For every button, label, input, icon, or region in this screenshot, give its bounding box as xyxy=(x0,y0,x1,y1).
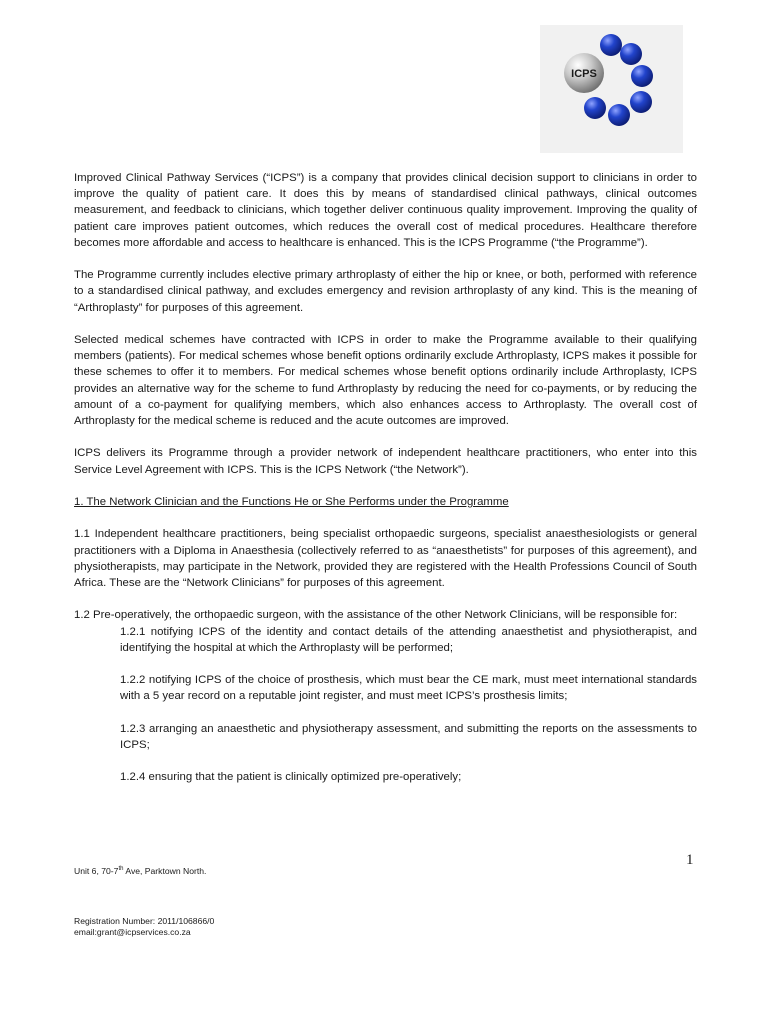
clause-1-2-1: 1.2.1 notifying ICPS of the identity and contact details of the attending anaesthetist and physiotherapist, and identifying the hospital at which the Arthroplasty will be performed; xyxy=(120,625,697,654)
icps-logo-graphic xyxy=(540,25,683,153)
schemes-paragraph: Selected medical schemes have contracted with ICPS in order to make the Programme available to their qualifying members (patients). For medical schemes whose benefit options ordinarily exclude Arthroplasty, ICPS makes it possible for these schemes to offer it to members. For medical schemes whose benefit options ordinarily include Arthroplasty, ICPS provides an alternative way for the scheme to fund Arthroplasty by reducing the need for co-payments, or by reducing the amount of a co-payment for qualifying members, which also enhances access to Arthroplasty. The overall cost of Arthroplasty for the medical scheme is reduced and the acute outcomes are improved. xyxy=(74,334,697,428)
network-paragraph: ICPS delivers its Programme through a provider network of independent healthcare practitioners, who enter into this Service Level Agreement with ICPS. This is the ICPS Network (“the Network”). xyxy=(74,447,697,476)
clause-1-2-2: 1.2.2 notifying ICPS of the choice of prosthesis, which must bear the CE mark, must meet international standards with a 5 year record on a reputable joint register, and must meet ICPS’s prosthesis limits; xyxy=(120,674,697,703)
contact-email: email:grant@icpservices.co.za xyxy=(74,927,191,937)
address-text-end: Ave, Parktown North. xyxy=(123,866,207,876)
clause-1-2: 1.2 Pre-operatively, the orthopaedic surgeon, with the assistance of the other Network Clinicians, will be responsible for: xyxy=(74,609,678,622)
company-logo xyxy=(540,25,683,153)
clause-1-2-3: 1.2.3 arranging an anaesthetic and physiotherapy assessment, and submitting the reports on the assessments to ICPS; xyxy=(120,722,697,751)
address-text: Unit 6, 70-7 xyxy=(74,866,119,876)
address-superscript: th xyxy=(118,866,124,873)
footer-address xyxy=(74,866,206,877)
footer-registration xyxy=(74,916,214,938)
registration-number: Registration Number: 2011/106866/0 xyxy=(74,916,215,926)
logo-text: ICPS xyxy=(571,68,597,80)
section-heading: 1. The Network Clinician and the Functions He or She Performs under the Programme xyxy=(74,496,509,508)
intro-paragraph: Improved Clinical Pathway Services (“ICPS”) is a company that provides clinical decision support to clinicians in order to improve the quality of patient care. It does this by means of standardised clinical pathways, clinical outcomes measurement, and feedback to clinicians, which together deliver continuous quality improvement. Improving the quality of patient care improves patient outcomes, which reduces the overall cost of medical procedures. Healthcare therefore becomes more affordable and access to healthcare is enhanced. This is the ICPS Programme (“the Programme”). xyxy=(74,172,697,249)
clause-1-2-4: 1.2.4 ensuring that the patient is clinically optimized pre-operatively; xyxy=(120,771,462,784)
document-body xyxy=(74,170,697,802)
page-number: 1 xyxy=(686,852,694,868)
clause-1-1: 1.1 Independent healthcare practitioners, being specialist orthopaedic surgeons, specialist anaesthesiologists or general practitioners with a Diploma in Anaesthesia (collectively referred to as “anaesthetists” for purposes of this agreement), and physiotherapists, may participate in the Network, provided they are registered with the Health Professions Council of South Africa. These are the “Network Clinicians” for purposes of this agreement. xyxy=(74,528,697,589)
programme-paragraph: The Programme currently includes elective primary arthroplasty of either the hip or knee, or both, performed with reference to a standardised clinical pathway, and excludes emergency and revision arthroplasty of any kind. This is the meaning of “Arthroplasty” for purposes of this agreement. xyxy=(74,269,697,314)
